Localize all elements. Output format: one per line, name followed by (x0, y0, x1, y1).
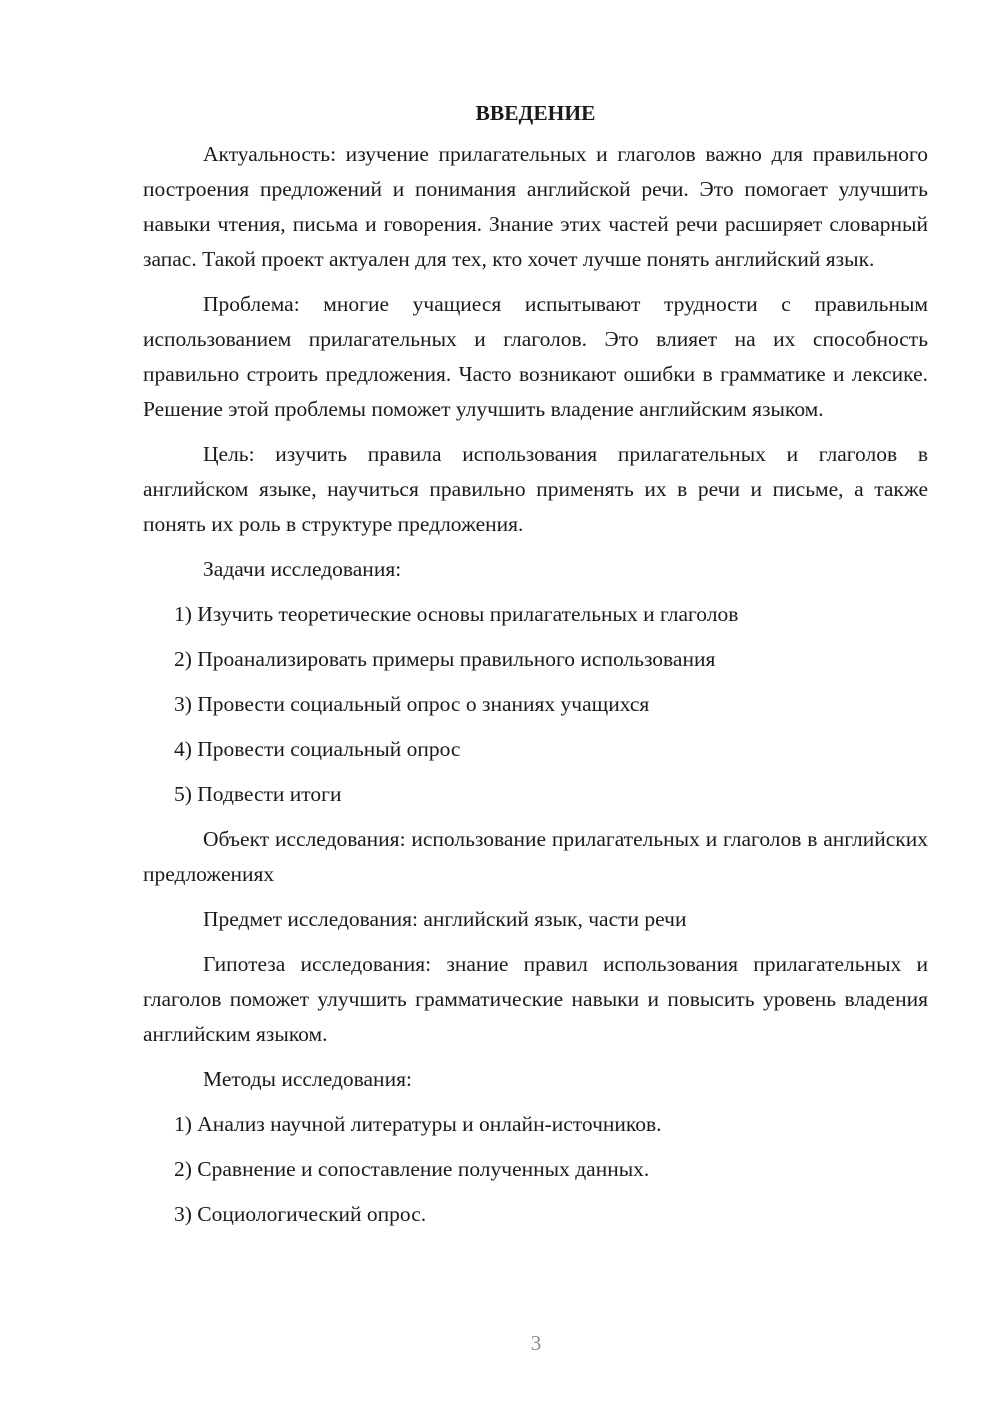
list-item: 3) Провести социальный опрос о знаниях учащихся (174, 692, 650, 716)
tasks-heading: Задачи исследования: (203, 557, 402, 581)
object-paragraph: Объект исследования: использование прилагательных и глаголов в английских предложениях (143, 827, 928, 886)
methods-heading: Методы исследования: (203, 1067, 412, 1091)
relevance-paragraph: Актуальность: изучение прилагательных и глаголов важно для правильного построения предложений и понимания английской речи. Это помогает улучшить навыки чтения, письма и говорения. Знание этих частей речи расширяет словарный запас. Такой проект актуален для тех, кто хочет лучше понять английский язык. (143, 142, 928, 271)
list-item: 4) Провести социальный опрос (174, 737, 461, 761)
list-item: 1) Изучить теоретические основы прилагательных и глаголов (174, 602, 739, 626)
page-title: ВВЕДЕНИЕ (475, 101, 596, 125)
list-item: 3) Социологический опрос. (174, 1202, 427, 1226)
list-item: 5) Подвести итоги (174, 782, 342, 806)
page-number: 3 (530, 1331, 542, 1355)
subject-paragraph: Предмет исследования: английский язык, части речи (203, 907, 687, 931)
problem-paragraph: Проблема: многие учащиеся испытывают трудности с правильным использованием прилагательных и глаголов. Это влияет на их способность правильно строить предложения. Часто возникают ошибки в грамматике и лексике. Решение этой проблемы поможет улучшить владение английским языком. (143, 292, 928, 421)
hypothesis-paragraph: Гипотеза исследования: знание правил использования прилагательных и глаголов поможет улучшить грамматические навыки и повысить уровень владения английским языком. (143, 952, 928, 1046)
list-item: 1) Анализ научной литературы и онлайн-источников. (174, 1112, 662, 1136)
methods-list (143, 1107, 928, 1232)
list-item: 2) Сравнение и сопоставление полученных данных. (174, 1157, 650, 1181)
document-page (143, 96, 928, 1242)
tasks-list (143, 597, 928, 812)
list-item: 2) Проанализировать примеры правильного использования (174, 647, 716, 671)
goal-paragraph: Цель: изучить правила использования прилагательных и глаголов в английском языке, научиться правильно применять их в речи и письме, а также понять их роль в структуре предложения. (143, 442, 928, 536)
